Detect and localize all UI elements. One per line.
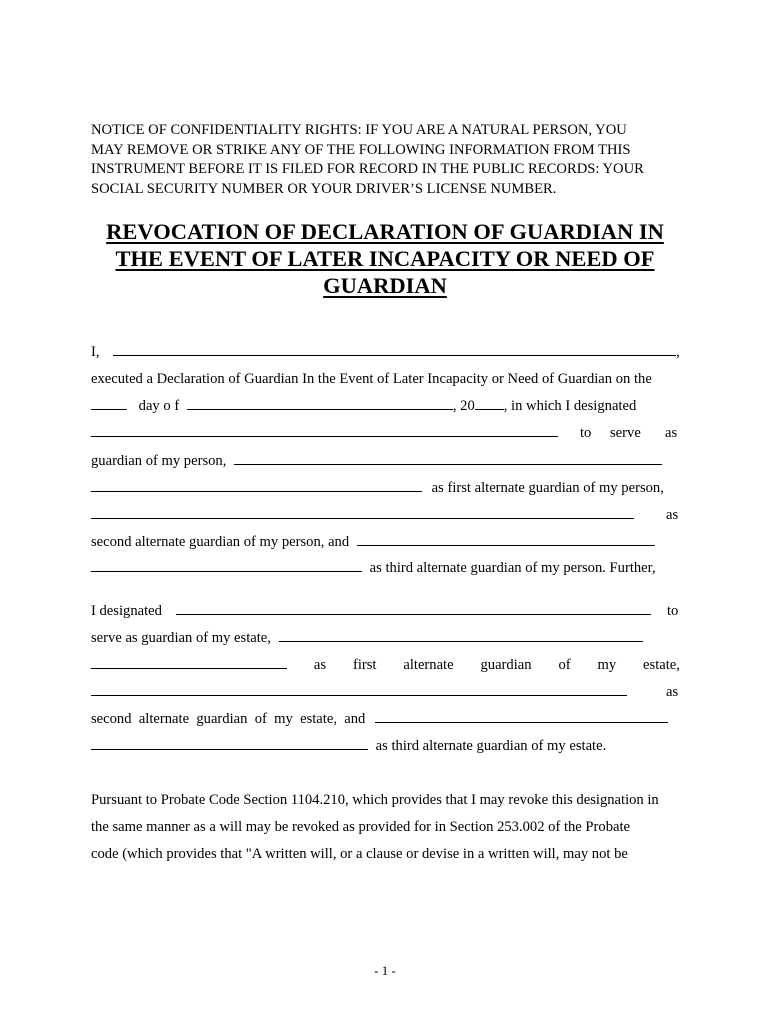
confidentiality-notice [91, 121, 691, 199]
probate-paragraph-line: the same manner as a will may be revoked as provided for in Section 253.002 of the Probate [91, 819, 631, 835]
page-number: - 1 - [374, 963, 396, 978]
guardian-person-blank[interactable] [91, 423, 558, 437]
title-line: GUARDIAN [323, 273, 447, 298]
guardian-person-name-line: guardian of my person, [91, 451, 680, 471]
second-alt-estate-blank[interactable] [91, 682, 627, 696]
second-alt-estate-line: second alternate guardian of my estate, and [91, 709, 680, 729]
second-alt-estate-blank-line: as [91, 682, 680, 702]
probate-paragraph-line: code (which provides that "A written will, or a clause or devise in a written will, may not be [91, 846, 628, 862]
second-alt-person-line: second alternate guardian of my person, and [91, 532, 680, 552]
estate-guardian-name-blank[interactable] [279, 628, 643, 642]
first-alt-estate-line: as first alternate guardian of my estate, [91, 655, 680, 675]
notice-line: NOTICE OF CONFIDENTIALITY RIGHTS: IF YOU ARE A NATURAL PERSON, YOU [91, 122, 627, 138]
declaration-line: executed a Declaration of Guardian In the Event of Later Incapacity or Need of Guardian on the [91, 371, 652, 387]
first-alt-person-blank[interactable] [91, 478, 422, 492]
guardian-person-name-blank[interactable] [234, 451, 662, 465]
declarant-name-blank[interactable] [113, 342, 676, 356]
notice-line: SOCIAL SECURITY NUMBER OR YOUR DRIVER’S LICENSE NUMBER. [91, 180, 557, 197]
third-alt-estate-blank[interactable] [91, 736, 368, 750]
second-alt-person-blank-line: as [91, 505, 680, 525]
guardian-person-line: to serve as [91, 423, 680, 443]
estate-guardian-line: I designated to [91, 603, 679, 619]
date-line: day o f , 20 , in which I designated [91, 396, 680, 416]
title-line: REVOCATION OF DECLARATION OF GUARDIAN IN [106, 219, 664, 244]
second-alt-person-blank[interactable] [91, 505, 634, 519]
third-alt-estate-name-blank[interactable] [375, 709, 668, 723]
notice-line: MAY REMOVE OR STRIKE ANY OF THE FOLLOWING INFORMATION FROM THIS [91, 141, 631, 158]
first-alt-person-line: as first alternate guardian of my person, [91, 478, 680, 498]
estate-guardian-blank[interactable] [176, 601, 651, 615]
third-alt-person-blank[interactable] [91, 558, 362, 572]
first-alt-estate-blank[interactable] [91, 655, 287, 669]
third-alt-person-line: as third alternate guardian of my person. Further, [91, 558, 680, 578]
document-title [80, 218, 690, 299]
declarant-line: I, , [91, 344, 680, 360]
probate-paragraph-line: Pursuant to Probate Code Section 1104.210, which provides that I may revoke this designation in [91, 792, 659, 808]
notice-line: INSTRUMENT BEFORE IT IS FILED FOR RECORD IN THE PUBLIC RECORDS: YOUR [91, 161, 644, 177]
third-alt-person-name-blank[interactable] [357, 532, 655, 546]
year-blank[interactable] [475, 396, 504, 410]
third-alt-estate-line: as third alternate guardian of my estate. [91, 736, 680, 756]
estate-guardian-name-line: serve as guardian of my estate, [91, 628, 680, 648]
title-line: THE EVENT OF LATER INCAPACITY OR NEED OF [115, 246, 655, 271]
day-blank[interactable] [91, 396, 127, 410]
month-blank[interactable] [187, 396, 453, 410]
